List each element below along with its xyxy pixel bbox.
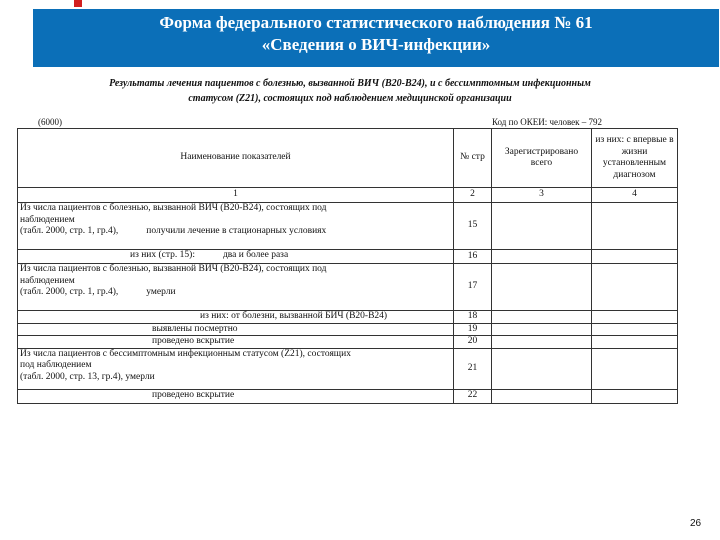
table-row <box>18 389 678 403</box>
row-number: 22 <box>454 389 492 403</box>
table-row <box>18 348 678 389</box>
header-name: Наименование показателей <box>18 129 454 188</box>
table-row <box>18 203 678 250</box>
registered-cell[interactable] <box>492 203 592 250</box>
slide-title <box>33 12 719 56</box>
column-number: 1 <box>18 188 454 203</box>
row-text: (табл. 2000, стр. 13, гр.4), умерли <box>20 371 155 382</box>
row-text: умерли <box>146 287 176 297</box>
row-text: выявлены посмертно <box>152 323 238 334</box>
row-label <box>18 203 454 250</box>
row-text: (табл. 2000, стр. 1, гр.4), <box>20 287 119 297</box>
registered-cell[interactable] <box>492 336 592 349</box>
row-text: из них (стр. 15): <box>130 250 195 260</box>
row-label <box>18 348 454 389</box>
column-number: 3 <box>492 188 592 203</box>
page-number: 26 <box>690 518 702 529</box>
row-number: 17 <box>454 264 492 311</box>
row-text: (табл. 2000, стр. 1, гр.4), <box>20 226 119 236</box>
registered-cell[interactable] <box>492 264 592 311</box>
row-text: под наблюдением <box>20 360 92 370</box>
row-number: 16 <box>454 250 492 264</box>
registered-cell[interactable] <box>492 389 592 403</box>
table-row <box>18 264 678 311</box>
red-accent-tab <box>74 0 82 7</box>
registered-cell[interactable] <box>492 323 592 336</box>
title-line-2: «Сведения о ВИЧ-инфекции» <box>261 35 491 54</box>
row-label <box>18 389 454 403</box>
row-text-line <box>20 250 451 262</box>
registered-cell[interactable] <box>492 311 592 324</box>
first-time-cell[interactable] <box>592 311 678 324</box>
header-row-no: № стр <box>454 129 492 188</box>
first-time-cell[interactable] <box>592 264 678 311</box>
first-time-cell[interactable] <box>592 323 678 336</box>
first-time-cell[interactable] <box>592 348 678 389</box>
table-row <box>18 311 678 324</box>
row-label <box>18 311 454 324</box>
row-text-line <box>20 287 451 299</box>
table-row <box>18 250 678 264</box>
header-registered: Зарегистрировано всего <box>492 129 592 188</box>
first-time-cell[interactable] <box>592 389 678 403</box>
row-number: 20 <box>454 336 492 349</box>
subtitle-line-2: статусом (Z21), состоящих под наблюдением медицинской организации <box>188 93 512 104</box>
table-header-row <box>18 129 678 188</box>
header-first-time: из них: с впервые в жизни установленным диагнозом <box>592 129 678 188</box>
column-number-row <box>18 188 678 203</box>
row-label <box>18 323 454 336</box>
row-label <box>18 336 454 349</box>
row-label <box>18 250 454 264</box>
row-text: получили лечение в стационарных условиях <box>146 226 327 236</box>
row-text: проведено вскрытие <box>152 389 235 400</box>
column-number: 4 <box>592 188 678 203</box>
row-number: 18 <box>454 311 492 324</box>
column-number: 2 <box>454 188 492 203</box>
title-line-1: Форма федерального статистического наблюдения № 61 <box>159 13 593 32</box>
table-row <box>18 323 678 336</box>
statistics-table <box>17 128 678 404</box>
subtitle-line-1: Результаты лечения пациентов с болезнью, вызванной ВИЧ (B20-B24), и с бессимптомным инфекционным <box>109 78 591 89</box>
first-time-cell[interactable] <box>592 203 678 250</box>
row-label <box>18 264 454 311</box>
row-text: Из числа пациентов с болезнью, вызванной ВИЧ (B20-B24), состоящих под <box>20 264 327 274</box>
row-text: проведено вскрытие <box>152 336 235 346</box>
row-text: наблюдением <box>20 214 75 225</box>
row-text: Из числа пациентов с болезнью, вызванной ВИЧ (B20-B24), состоящих под <box>20 203 327 213</box>
row-number: 21 <box>454 348 492 389</box>
first-time-cell[interactable] <box>592 336 678 349</box>
table-row <box>18 336 678 349</box>
row-number: 19 <box>454 323 492 336</box>
registered-cell[interactable] <box>492 348 592 389</box>
table-code: (6000) <box>38 117 62 127</box>
row-text: из них: от болезни, вызванной БИЧ (B20-B24) <box>200 311 388 321</box>
okei-code: Код по ОКЕИ: человек – 792 <box>492 117 603 127</box>
row-text: наблюдением <box>20 275 75 286</box>
row-text-line <box>20 226 451 238</box>
table-subtitle <box>40 76 660 106</box>
row-number: 15 <box>454 203 492 250</box>
first-time-cell[interactable] <box>592 250 678 264</box>
row-text: два и более раза <box>222 250 289 260</box>
row-text: Из числа пациентов с бессимптомным инфекционным статусом (Z21), состоящих <box>20 348 351 359</box>
registered-cell[interactable] <box>492 250 592 264</box>
